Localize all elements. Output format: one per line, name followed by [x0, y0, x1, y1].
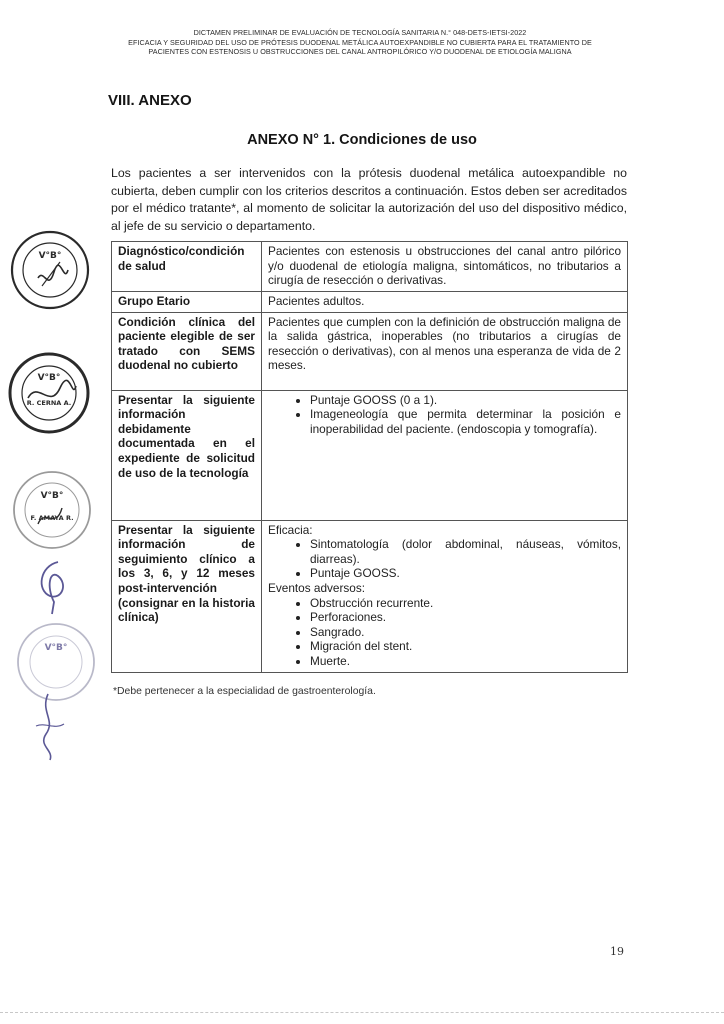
- table-row-documentation: [112, 390, 628, 520]
- header-line-2: EFICACIA Y SEGURIDAD DEL USO DE PRÓTESIS DUODENAL METÁLICA AUTOEXPANDIBLE NO CUBIERTA PARA EL TRATAMIENTO DE: [128, 37, 592, 47]
- section-title: VIII. ANEXO: [108, 92, 192, 109]
- stamp-name: F. AMAYA R.: [30, 514, 74, 522]
- seal-stamp-icon: [8, 228, 92, 312]
- list-item: • Sangrado.: [310, 625, 621, 640]
- signature-icon: [28, 556, 78, 618]
- table-row-follow-up: [112, 520, 628, 672]
- adverse-heading: Eventos adversos:: [268, 580, 366, 595]
- stamp-vb: V°B°: [40, 491, 64, 501]
- list-item: • Imageneología que permita determinar la posición e inoperabilidad del paciente. (endoscopia y tomografía).: [310, 407, 621, 436]
- list-item: • Muerte.: [310, 654, 621, 669]
- row-value: [262, 390, 628, 520]
- row-label: Grupo Etario: [112, 292, 262, 313]
- row-label: Diagnóstico/condición de salud: [112, 242, 262, 292]
- document-header: [90, 28, 630, 57]
- row-value: Pacientes adultos.: [262, 292, 628, 313]
- list-item: • Obstrucción recurrente.: [310, 596, 621, 611]
- stamp-name: R. CERNA A.: [26, 399, 72, 407]
- list-item: • Migración del stent.: [310, 639, 621, 654]
- list-item: • Puntaje GOOSS (0 a 1).: [310, 393, 621, 408]
- intro-paragraph: Los pacientes a ser intervenidos con la prótesis duodenal metálica autoexpandible no cubierta, deben cumplir con los criterios descritos a continuación. Estos deben ser acreditados por el médico tratante*, al momento de solicitar la autorización del uso del dispositivo médico, al jefe de su servicio o departamento.: [111, 166, 627, 233]
- list-item: • Sintomatología (dolor abdominal, náuseas, vómitos, diarreas).: [310, 537, 621, 566]
- stamp-vb: V°B°: [38, 251, 62, 261]
- row-label: Presentar la siguiente información de seguimiento clínico a los 3, 6, y 12 meses post-intervención (consignar en la historia clínica): [112, 520, 262, 672]
- documentation-list: [268, 393, 621, 437]
- adverse-list: [268, 596, 621, 669]
- stamp-vb: V°B°: [44, 643, 68, 653]
- efficacy-heading: Eficacia:: [268, 522, 313, 537]
- table-row-diagnosis: [112, 242, 628, 292]
- list-item: • Puntaje GOOSS.: [310, 566, 621, 581]
- row-value: Pacientes que cumplen con la definición de obstrucción maligna de la salida gástrica, inoperables (no tributarios a cirugías de resección o derivativas), con al menos una esperanza de vida de 2 meses.: [262, 312, 628, 390]
- signature-icon: [30, 690, 70, 762]
- header-line-3: PACIENTES CON ESTENOSIS U OBSTRUCCIONES DEL CANAL ANTROPILÓRICO Y/O DUODENAL DE ETIOLOGÍA MALIGNA: [148, 47, 572, 57]
- annex-title: ANEXO N° 1. Condiciones de uso: [247, 132, 477, 148]
- row-label: Presentar la siguiente información debidamente documentada en el expediente de solicitud de uso de la tecnología: [112, 390, 262, 520]
- table-row-clinical-condition: [112, 312, 628, 390]
- row-label: Condición clínica del paciente elegible de ser tratado con SEMS duodenal no cubierto: [112, 312, 262, 390]
- stamp-vb: V°B°: [37, 373, 61, 383]
- header-line-1: DICTAMEN PRELIMINAR DE EVALUACIÓN DE TECNOLOGÍA SANITARIA N.° 048-DETS-IETSI-2022: [193, 28, 527, 37]
- row-value: [262, 520, 628, 672]
- conditions-table: [111, 241, 628, 673]
- seal-stamp-icon: [6, 350, 92, 436]
- footnote: *Debe pertenecer a la especialidad de gastroenterología.: [113, 686, 376, 697]
- bottom-divider: [0, 1012, 724, 1014]
- page-number: 19: [610, 945, 624, 958]
- row-value: Pacientes con estenosis u obstrucciones del canal antro pilórico y/o duodenal de etiología maligna, sintomáticos, no tributarios a cirugía de resección o derivativas.: [262, 242, 628, 292]
- seal-stamp-icon: [10, 468, 94, 552]
- efficacy-list: [268, 537, 621, 581]
- list-item: • Perforaciones.: [310, 610, 621, 625]
- table-row-age-group: [112, 292, 628, 313]
